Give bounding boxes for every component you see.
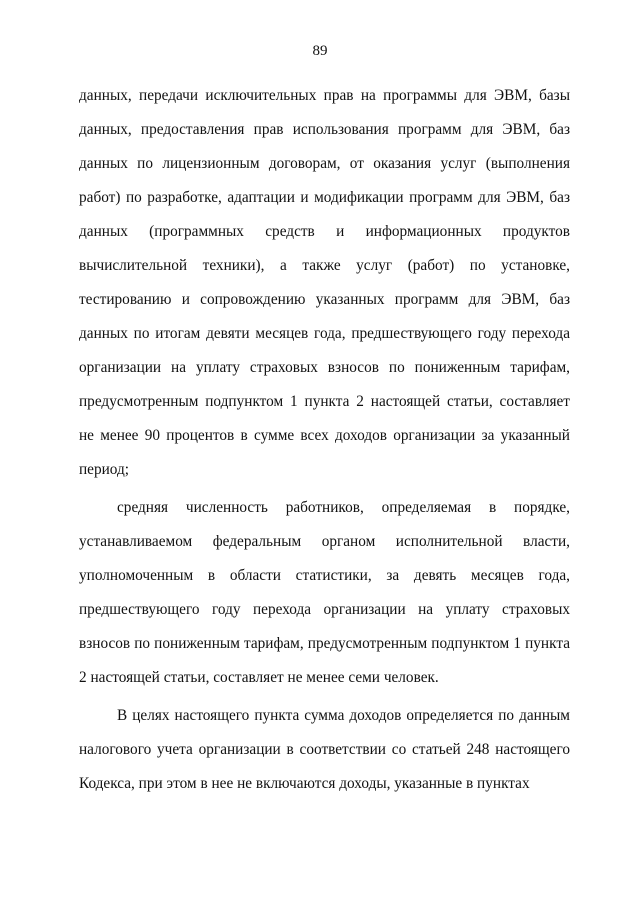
paragraph (79, 699, 570, 801)
text-line: уполномоченным в области статистики, за девять месяцев года, (79, 567, 570, 584)
text-line: В целях настоящего пункта сумма доходов определяется по данным (117, 707, 570, 724)
text-line: Кодекса, при этом в нее не включаются доходы, указанные в пунктах (79, 775, 530, 792)
text-line: организации на уплату страховых взносов по пониженным тарифам, (79, 359, 570, 376)
text-line: устанавливаемом федеральным органом исполнительной власти, (79, 533, 570, 550)
text-line: 2 настоящей статьи, составляет не менее семи человек. (79, 669, 439, 686)
text-line: данных, предоставления прав использования программ для ЭВМ, баз (79, 121, 570, 138)
text-line: тестированию и сопровождению указанных программ для ЭВМ, баз (79, 291, 570, 308)
text-line: предусмотренным подпунктом 1 пункта 2 настоящей статьи, составляет (79, 393, 570, 410)
text-line: период; (79, 461, 130, 478)
text-line: налогового учета организации в соответствии со статьей 248 настоящего (79, 741, 570, 758)
text-line: средняя численность работников, определяемая в порядке, (117, 499, 570, 516)
text-line: работ) по разработке, адаптации и модификации программ для ЭВМ, баз (79, 189, 570, 206)
page-number: 89 (312, 43, 328, 59)
text-line: данных (программных средств и информационных продуктов (79, 223, 570, 240)
text-line: не менее 90 процентов в сумме всех доходов организации за указанный (79, 427, 570, 444)
document-body (79, 79, 570, 801)
paragraph (79, 79, 570, 487)
text-line: данных по итогам девяти месяцев года, предшествующего году перехода (79, 325, 570, 342)
text-line: взносов по пониженным тарифам, предусмотренным подпунктом 1 пункта (79, 635, 570, 652)
text-line: данных, передачи исключительных прав на программы для ЭВМ, базы (79, 87, 570, 104)
text-line: вычислительной техники), а также услуг (работ) по установке, (79, 257, 570, 274)
paragraph (79, 491, 570, 695)
text-line: предшествующего году перехода организации на уплату страховых (79, 601, 570, 618)
text-line: данных по лицензионным договорам, от оказания услуг (выполнения (79, 155, 570, 172)
